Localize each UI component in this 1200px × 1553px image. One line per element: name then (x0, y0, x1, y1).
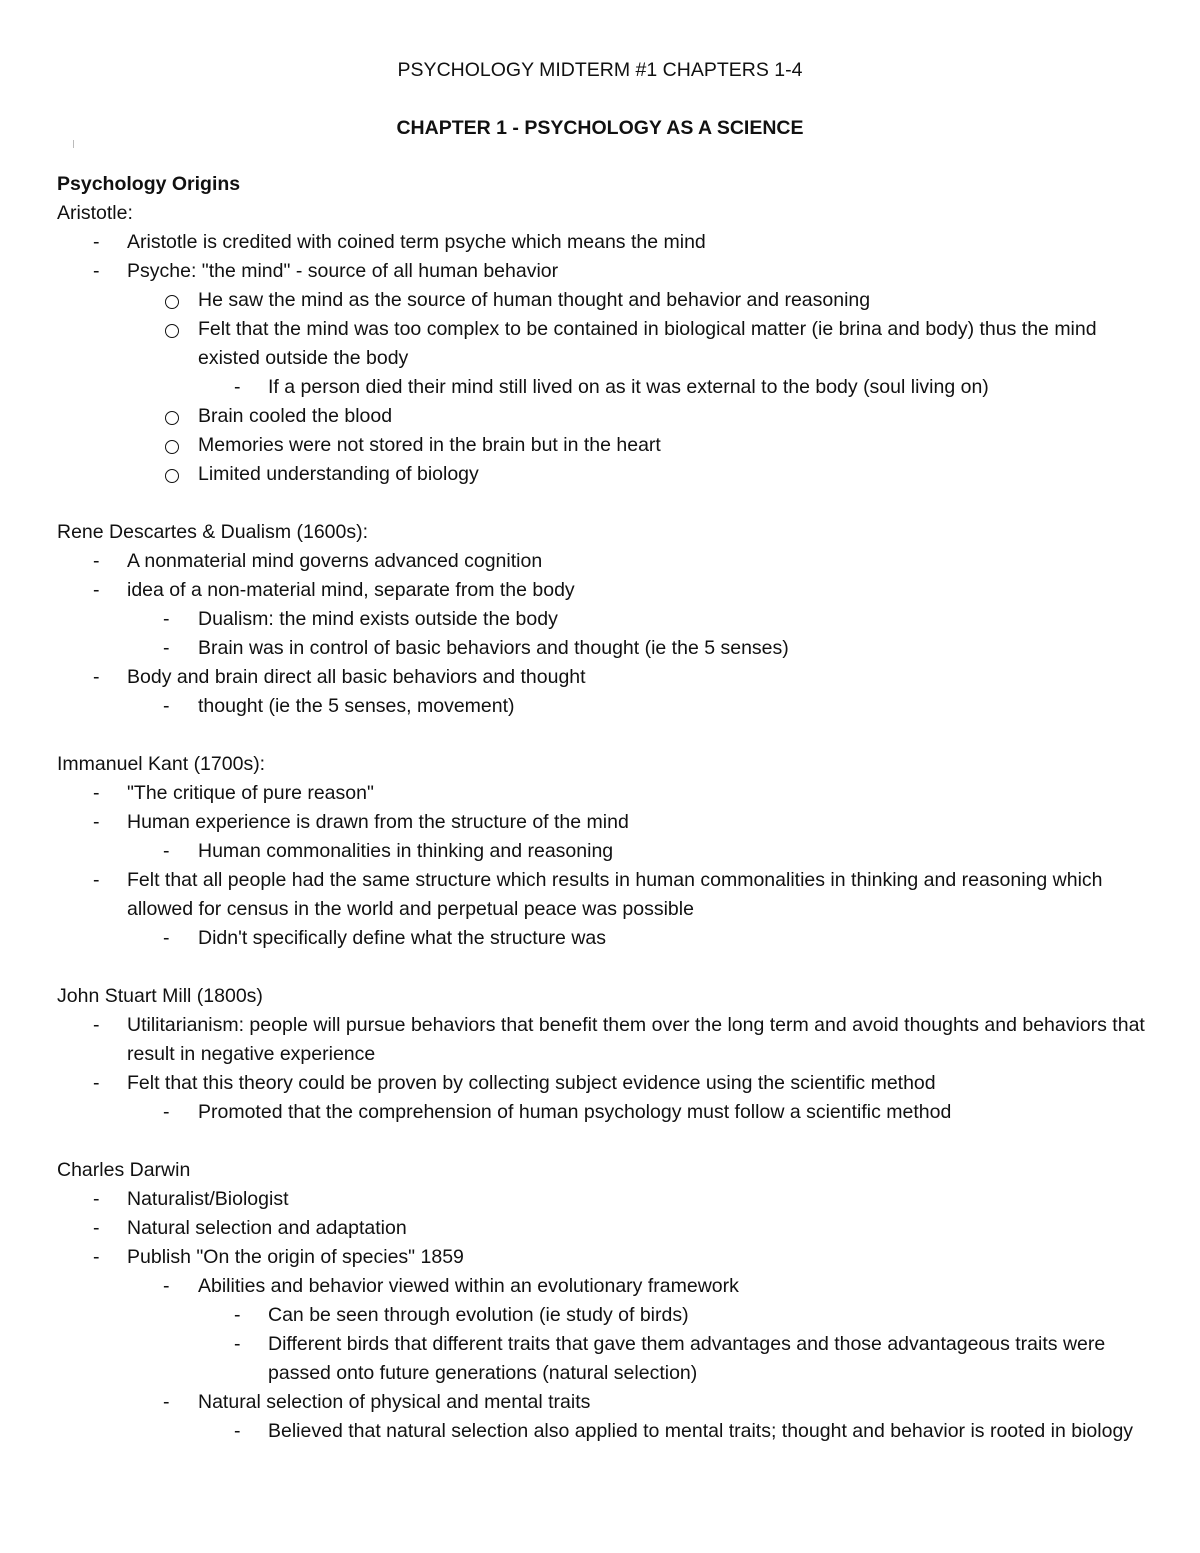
dash-bullet: - (93, 811, 100, 833)
list-item: Brain cooled the blood (57, 402, 1147, 431)
dash-bullet: - (93, 231, 100, 253)
dash-bullet: - (163, 1275, 170, 1297)
dash-bullet: - (163, 1101, 170, 1123)
list-item: Felt that the mind was too complex to be contained in biological matter (ie brina and body) thus the mind existed outside the body (57, 315, 1147, 373)
chapter-title: CHAPTER 1 - PSYCHOLOGY AS A SCIENCE (396, 117, 804, 139)
list-item: He saw the mind as the source of human thought and behavior and reasoning (57, 286, 1147, 315)
dash-bullet: - (163, 637, 170, 659)
dash-bullet: - (93, 260, 100, 282)
mill-heading: John Stuart Mill (1800s) (57, 985, 263, 1007)
list-item: - Publish "On the origin of species" 1859 (57, 1243, 1147, 1272)
dash-bullet: - (234, 1304, 241, 1326)
list-item: - Utilitarianism: people will pursue behaviors that benefit them over the long term and avoid thoughts and behaviors that result in negative experience (57, 1011, 1147, 1069)
dash-bullet: - (93, 1072, 100, 1094)
dash-bullet: - (93, 1188, 100, 1210)
dash-bullet: - (163, 695, 170, 717)
section-heading: Psychology Origins (57, 173, 241, 195)
document-title: PSYCHOLOGY MIDTERM #1 CHAPTERS 1-4 (397, 59, 803, 81)
dash-bullet: - (93, 666, 100, 688)
list-item: - Different birds that different traits that gave them advantages and those advantageous traits were passed onto future generations (natural selection) (57, 1330, 1147, 1388)
list-item: - Didn't specifically define what the structure was (57, 924, 1147, 953)
list-item: - Natural selection of physical and mental traits (57, 1388, 1147, 1417)
dash-bullet: - (93, 1217, 100, 1239)
list-item: - Psyche: "the mind" - source of all human behavior (57, 257, 1147, 286)
list-item: Memories were not stored in the brain but in the heart (57, 431, 1147, 460)
list-item: Limited understanding of biology (57, 460, 1147, 489)
dash-bullet: - (93, 782, 100, 804)
darwin-heading: Charles Darwin (57, 1159, 191, 1181)
dash-bullet: - (93, 550, 100, 572)
list-item: - A nonmaterial mind governs advanced cognition (57, 547, 1147, 576)
list-item: - Felt that this theory could be proven by collecting subject evidence using the scientific method (57, 1069, 1147, 1098)
dash-bullet: - (234, 376, 241, 398)
dash-bullet: - (163, 927, 170, 949)
aristotle-heading: Aristotle: (57, 202, 133, 224)
kant-heading: Immanuel Kant (1700s): (57, 753, 266, 775)
dash-bullet: - (234, 1333, 241, 1355)
dash-bullet: - (93, 1246, 100, 1268)
dash-bullet: - (163, 840, 170, 862)
list-item: - Can be seen through evolution (ie study of birds) (57, 1301, 1147, 1330)
margin-mark (73, 140, 74, 148)
list-item: - "The critique of pure reason" (57, 779, 1147, 808)
list-item: - Aristotle is credited with coined term psyche which means the mind (57, 228, 1147, 257)
list-item: - Promoted that the comprehension of human psychology must follow a scientific method (57, 1098, 1147, 1127)
list-item: - Body and brain direct all basic behaviors and thought (57, 663, 1147, 692)
dash-bullet: - (93, 1014, 100, 1036)
list-item: - Felt that all people had the same structure which results in human commonalities in thinking and reasoning which allowed for census in the world and perpetual peace was possible (57, 866, 1147, 924)
descartes-heading: Rene Descartes & Dualism (1600s): (57, 521, 369, 543)
dash-bullet: - (163, 1391, 170, 1413)
list-item: - idea of a non-material mind, separate from the body (57, 576, 1147, 605)
notes-content (57, 170, 1147, 1475)
list-item: - Brain was in control of basic behaviors and thought (ie the 5 senses) (57, 634, 1147, 663)
list-item: - Natural selection and adaptation (57, 1214, 1147, 1243)
list-item: - Human experience is drawn from the structure of the mind (57, 808, 1147, 837)
list-item: - If a person died their mind still lived on as it was external to the body (soul living on) (57, 373, 1147, 402)
list-item: - thought (ie the 5 senses, movement) (57, 692, 1147, 721)
list-item: - Naturalist/Biologist (57, 1185, 1147, 1214)
list-item: - Dualism: the mind exists outside the body (57, 605, 1147, 634)
list-item: - Abilities and behavior viewed within an evolutionary framework (57, 1272, 1147, 1301)
list-item: - Human commonalities in thinking and reasoning (57, 837, 1147, 866)
dash-bullet: - (93, 579, 100, 601)
dash-bullet: - (93, 869, 100, 891)
dash-bullet: - (234, 1420, 241, 1442)
list-item: - Believed that natural selection also applied to mental traits; thought and behavior is rooted in biology (57, 1417, 1147, 1475)
dash-bullet: - (163, 608, 170, 630)
